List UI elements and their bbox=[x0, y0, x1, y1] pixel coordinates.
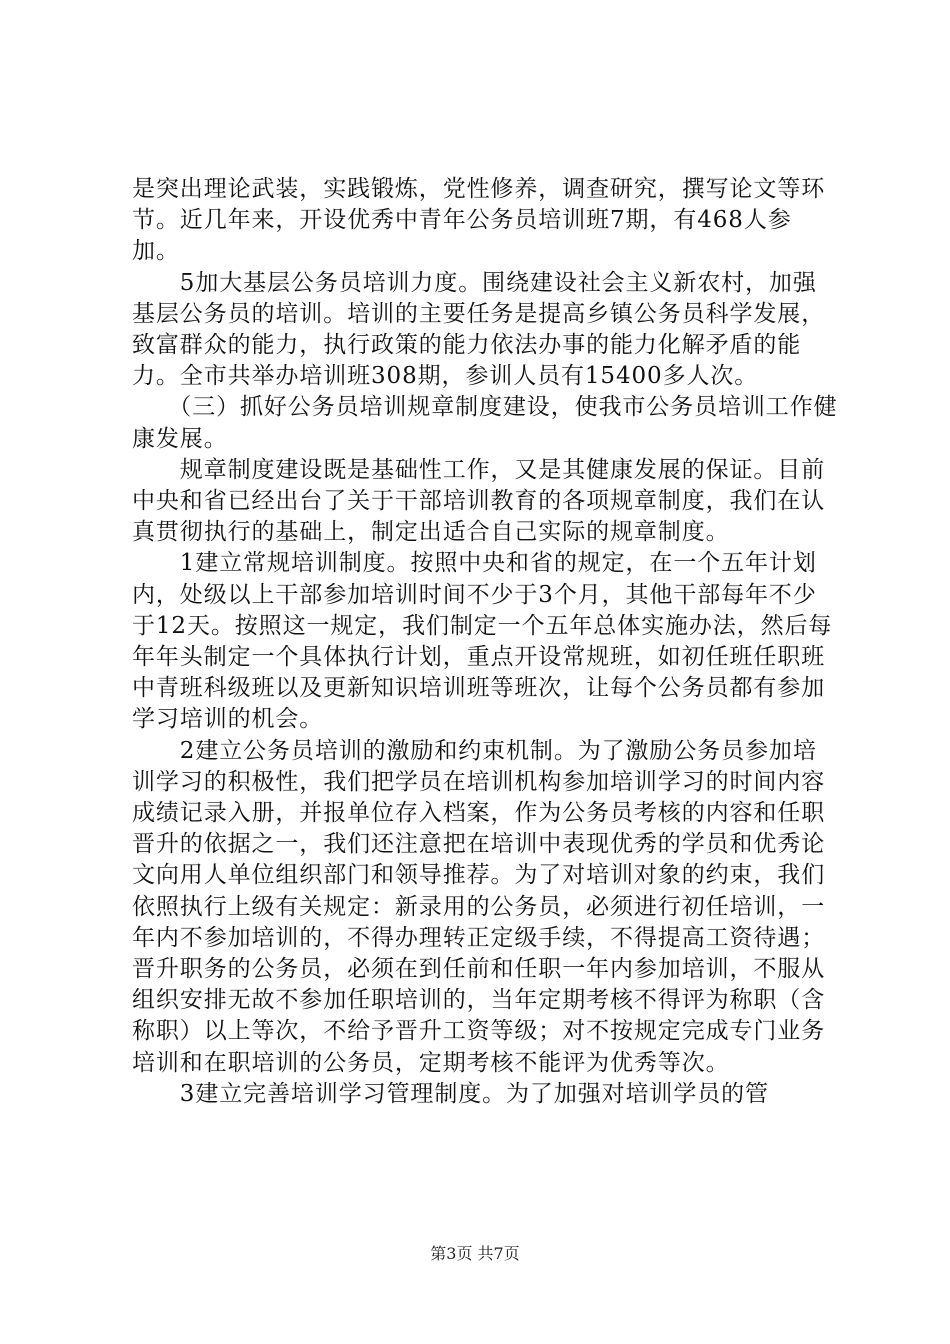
page-footer: 第3页 共7页 bbox=[430, 1244, 520, 1263]
paragraph-3: （三）抓好公务员培训规章制度建设，使我市公务员培训工作健康发展。 bbox=[132, 394, 838, 452]
paragraph-4: 规章制度建设既是基础性工作，又是其健康发展的保证。目前中央和省已经出台了关于干部培训教育的各项规章制度，我们在认真贯彻执行的基础上，制定出适合自己实际的规章制度。 bbox=[132, 456, 826, 546]
document-body bbox=[132, 174, 838, 1110]
paragraph-7: 3建立完善培训学习管理制度。为了加强对培训学员的管 bbox=[132, 1080, 769, 1107]
paragraph-6: 2建立公务员培训的激励和约束机制。为了激励公务员参加培训学习的积极性，我们把学员在培训机构参加培训学习的时间内容成绩记录入册，并报单位存入档案，作为公务员考核的内容和任职晋升的依据之一，我们还注意把在培训中表现优秀的学员和优秀论文向用人单位组织部门和领导推荐。为了对培训对象的约束，我们依照执行上级有关规定：新录用的公务员，必须进行初任培训，一年内不参加培训的，不得办理转正定级手续，不得提高工资待遇；晋升职务的公务员，必须在到任前和任职一年内参加培训，不服从组织安排无故不参加任职培训的，当年定期考核不得评为称职（含称职）以上等次，不给予晋升工资等级；对不按规定完成专门业务培训和在职培训的公务员，定期考核不能评为优秀等次。 bbox=[132, 737, 826, 1076]
paragraph-5: 1建立常规培训制度。按照中央和省的规定，在一个五年计划内，处级以上干部参加培训时间不少于3个月，其他干部每年不少于12天。按照这一规定，我们制定一个五年总体实施办法，然后每年年头制定一个具体执行计划，重点开设常规班，如初任班任职班中青班科级班以及更新知识培训班等班次，让每个公务员都有参加学习培训的机会。 bbox=[132, 550, 833, 733]
paragraph-1: 是突出理论武装，实践锻炼，党性修养，调查研究，撰写论文等环节。近几年来，开设优秀中青年公务员培训班7期，有468人参加。 bbox=[132, 176, 826, 265]
paragraph-2: 5加大基层公务员培训力度。围绕建设社会主义新农村，加强基层公务员的培训。培训的主要任务是提高乡镇公务员科学发展，致富群众的能力，执行政策的能力依法办事的能力化解矛盾的能力。全市共举办培训班308期，参训人员有15400多人次。 bbox=[132, 269, 826, 390]
